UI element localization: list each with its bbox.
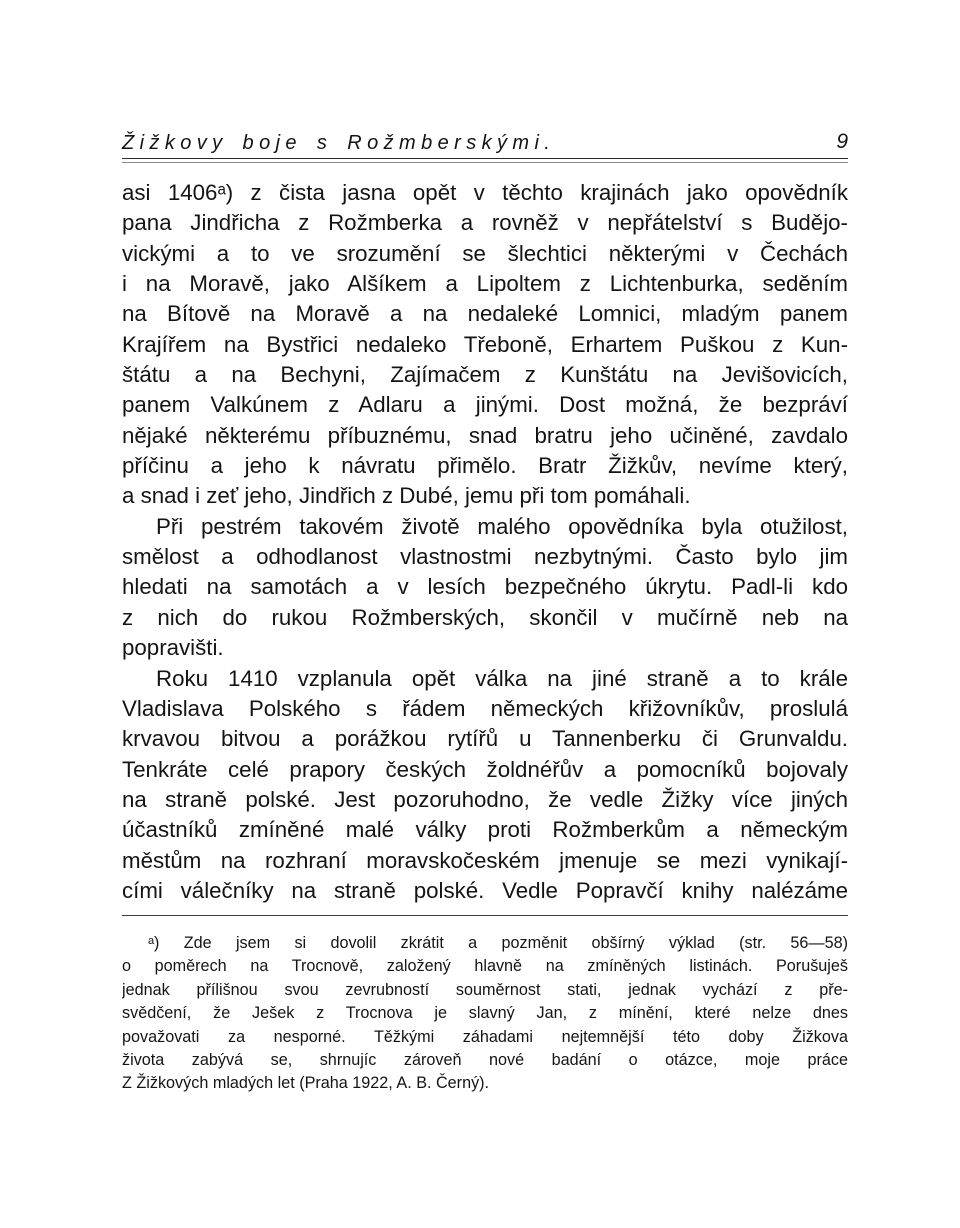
text-line: vickými a to ve srozumění se šlechtici některými v Čechách [122,240,848,266]
footnote-line: ᵃ) Zde jsem si dovolil zkrátit a pozměnit obšírný výklad (str. 56—58) [148,934,848,952]
footnote-line: svědčení, že Ješek z Trocnova je slavný Jan, z mínění, které nelze dnes [122,1004,848,1023]
text-line: na straně polské. Jest pozoruhodno, že vedle Žižky více jiných [122,786,848,812]
footnote-rule [122,915,848,916]
text-line: Krajířem na Bystřici nedaleko Třeboně, Erhartem Puškou z Kun- [122,331,848,357]
text-line: hledati na samotách a v lesích bezpečného úkrytu. Padl-li kdo [122,574,848,600]
header-rule [122,158,848,159]
text-line: Tenkráte celé prapory českých žoldnéřův a pomocníků bojovaly [122,756,848,782]
text-line: popravišti. [122,635,224,661]
text-line: na Bítově na Moravě a na nedaleké Lomnici, mladým panem [122,301,848,327]
footnote-line: o poměrech na Trocnově, založený hlavně na zmíněných listinách. Porušuješ [122,957,848,976]
main-text [122,178,848,906]
running-title: Žižkovy boje s Rožmberskými. [122,132,556,154]
footnote-line: Z Žižkových mladých let (Praha 1922, A. B. Černý). [122,1074,490,1093]
text-line: i na Moravě, jako Alšíkem a Lipoltem z Lichtenburka, seděním [122,271,848,297]
paragraph-start-line: Při pestrém takovém životě malého opovědníka byla otužilost, [156,513,848,539]
paragraph-start-line: Roku 1410 vzplanula opět válka na jiné straně a to krále [156,665,848,691]
text-line: smělost a odhodlanost vlastnostmi nezbytnými. Často bylo jim [122,544,848,570]
footnote [122,932,848,1096]
text-line: cími válečníky na straně polské. Vedle Popravčí knihy nalézáme [122,877,848,903]
text-line: nějaké některému příbuznému, snad bratru jeho učiněné, zavdalo [122,422,848,448]
text-line: krvavou bitvou a porážkou rytířů u Tannenberku či Grunvaldu. [122,726,848,752]
text-line: příčinu a jeho k návratu přimělo. Bratr Žižkův, nevíme který, [122,453,848,479]
running-head [122,128,848,162]
page-number: 9 [836,130,848,153]
footnote-line: jednak přílišnou svou zevrubností souměrnost stati, jednak vychází z pře- [122,980,848,999]
text-line: štátu a na Bechyni, Zajímačem z Kunštátu na Jevišovicích, [122,362,848,388]
text-line: účastníků zmíněné malé války proti Rožmberkům a německým [122,817,848,843]
text-line: asi 1406ᵃ) z čista jasna opět v těchto krajinách jako opovědník [122,180,848,205]
header-rule-secondary [122,162,848,163]
text-line: pana Jindřicha z Rožmberka a rovněž v nepřátelství s Budějo- [122,210,848,236]
text-line: Vladislava Polského s řádem německých křižovníkův, proslulá [122,695,848,721]
text-line: panem Valkúnem z Adlaru a jinými. Dost možná, že bezpráví [122,392,848,418]
footnote-line: považovati za nesporné. Těžkými záhadami nejtemnější této doby Žižkova [122,1027,848,1046]
footnote-line: života zabývá se, shrnujíc zároveň nové badání o otázce, moje práce [122,1050,848,1069]
text-line: a snad i zeť jeho, Jindřich z Dubé, jemu při tom pomáhali. [122,483,691,509]
text-line: městům na rozhraní moravskočeském jmenuje se mezi vynikají- [122,847,848,873]
text-line: z nich do rukou Rožmberských, skončil v mučírně neb na [122,604,848,630]
